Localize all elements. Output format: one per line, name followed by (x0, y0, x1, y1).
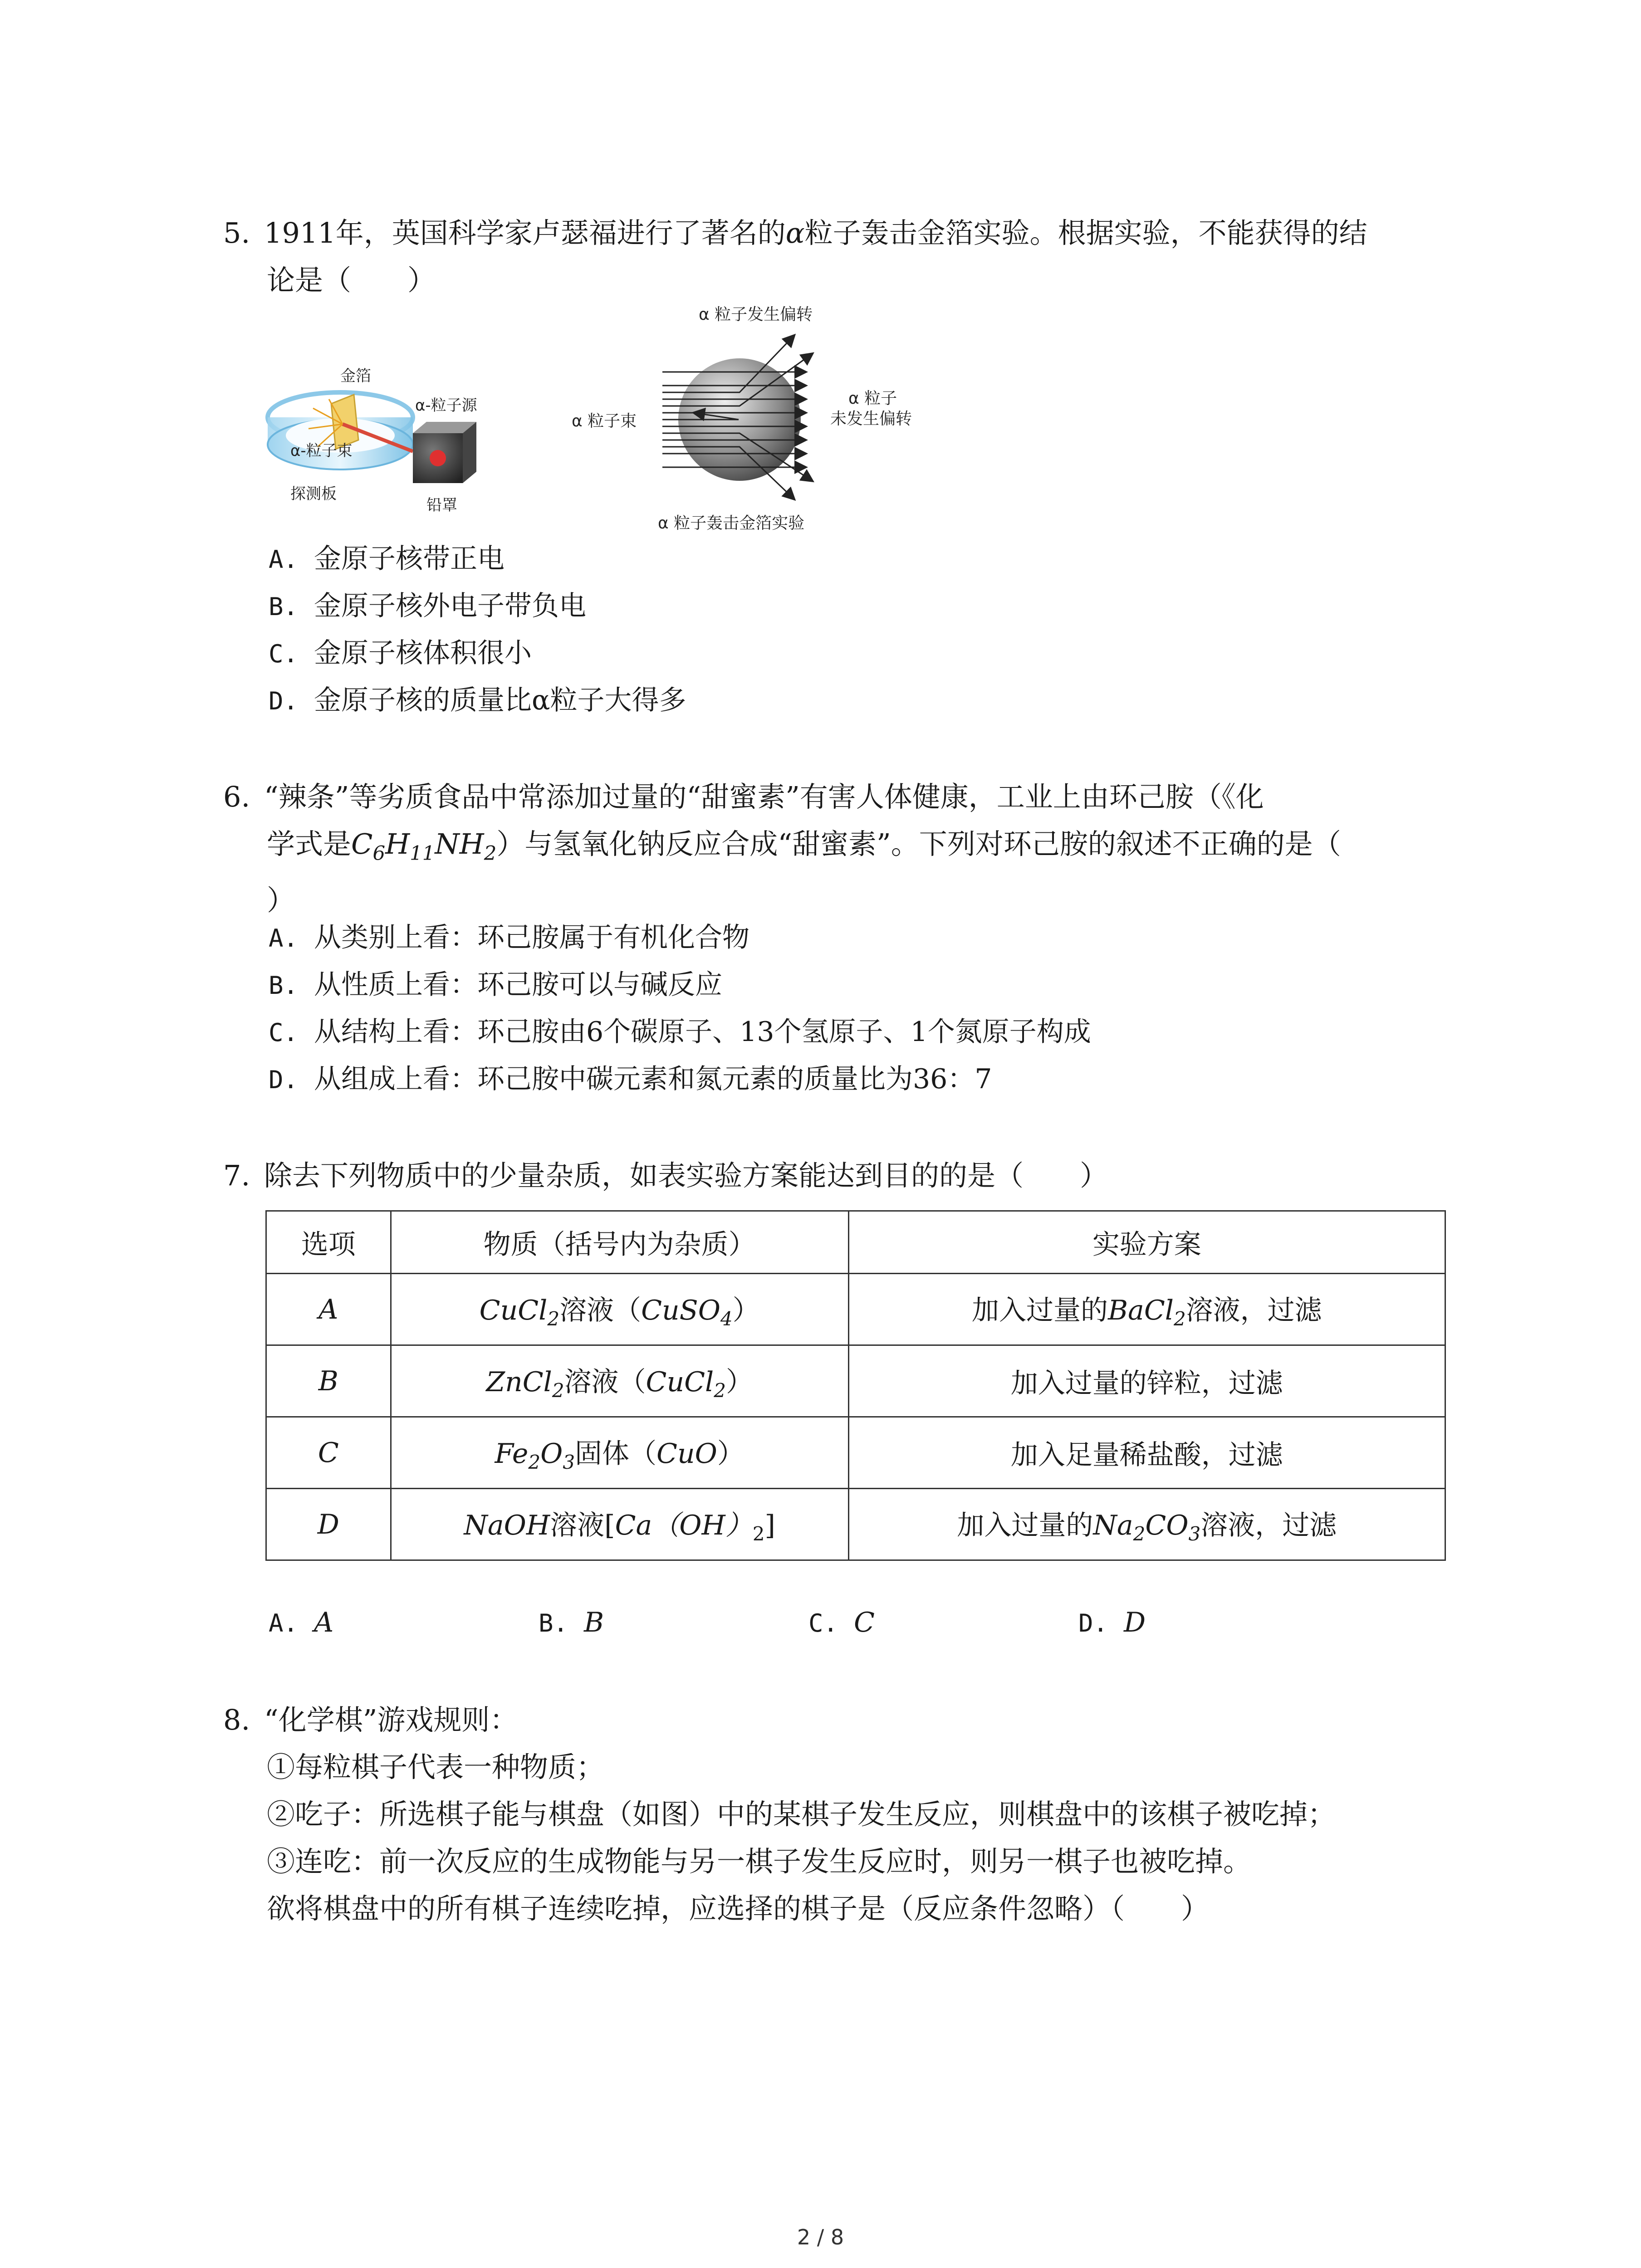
q5-option-d[interactable]: D. 金原子核的质量比α粒子大得多 (269, 684, 686, 716)
lead-box-label: 铅罩 (426, 496, 457, 514)
q6-option-b[interactable]: B. 从性质上看：环己胺可以与碱反应 (269, 969, 722, 1001)
table-header-row (266, 1211, 1445, 1274)
table-header: 实验方案 (848, 1211, 1445, 1274)
q7-option-c[interactable]: C. C (808, 1607, 875, 1638)
q6-option-d[interactable]: D. 从组成上看：环己胺中碳元素和氮元素的质量比为36：7 (269, 1063, 992, 1095)
q6-option-c[interactable]: C. 从结构上看：环己胺由6个碳原子、13个氢原子、1个氮原子构成 (269, 1016, 1091, 1048)
q6-option-a[interactable]: A. 从类别上看：环己胺属于有机化合物 (269, 922, 749, 953)
alpha-source-label: α-粒子源 (415, 396, 477, 415)
detector-label: 探测板 (290, 485, 337, 503)
question-number: 8. (223, 1703, 250, 1736)
question-number: 7. (223, 1159, 250, 1192)
question-number: 6. (223, 780, 250, 813)
deflected-label: α 粒子发生偏转 (699, 305, 813, 324)
table-row: D NaOH溶液$[Ca(OH)_2]$ 加入过量的$Na_2CO_3$溶液，过滤 (266, 1489, 1445, 1560)
q7-option-b[interactable]: B. B (539, 1607, 604, 1638)
gold-foil-apparatus-figure (263, 349, 517, 531)
question-6-stem: 6. “辣条”等劣质食品中常添加过量的“甜蜜素”有害人体健康，工业上由环己胺（《化 学式是$C_6H_{11}NH_2$）与氢氧化钠反应合成“甜蜜素”。下列对环己胺的叙述不正确的是（ ） (223, 773, 1448, 924)
alpha-beam-label: α-粒子束 (290, 442, 353, 460)
beam-label: α 粒子束 (572, 412, 637, 430)
question-8-stem: 8. “化学棋”游戏规则： ①每粒棋子代表一种物质； ②吃子：所选棋子能与棋盘（如图）中的某棋子发生反应，则棋盘中的该棋子被吃掉； ③连吃：前一次反应的生成物能与另一棋子发生反应时，则另一棋子也被吃掉。 欲将棋盘中的所有棋子连续吃掉，应选择的棋子是（反应条件忽略）（ ） (223, 1696, 1448, 1932)
table-header: 物质（括号内为杂质） (391, 1211, 848, 1274)
q7-option-a[interactable]: A. A (269, 1607, 334, 1638)
alpha-scattering-figure (558, 299, 957, 544)
question-5-stem: 5. 1911年，英国科学家卢瑟福进行了著名的α粒子轰击金箔实验。根据实验，不能获得的结 论是（ ） (223, 210, 1448, 304)
table-row: B ZnCl$_2$溶液（CuCl$_2$） 加入过量的锌粒，过滤 (266, 1345, 1445, 1417)
question-7-stem: 7. 除去下列物质中的少量杂质，如表实验方案能达到目的的是（ ） (223, 1152, 1448, 1199)
q7-option-d[interactable]: D. D (1078, 1607, 1146, 1638)
q5-option-c[interactable]: C. 金原子核体积很小 (269, 637, 532, 669)
q5-option-b[interactable]: B. 金原子核外电子带负电 (269, 590, 586, 622)
page-number: 2 / 8 (797, 2225, 844, 2249)
table-row: A CuCl$_2$溶液（CuSO$_4$） 加入过量的BaCl$_2$溶液，过滤 (266, 1274, 1445, 1345)
question-number: 5. (223, 216, 250, 249)
table-row: C $Fe_2O_3$固体（CuO） 加入足量稀盐酸，过滤 (266, 1417, 1445, 1489)
gold-foil-label: 金箔 (340, 367, 371, 385)
chemical-formula: $C_6H_{11}NH_2$ (351, 827, 497, 865)
not-deflected-label-2: 未发生偏转 (830, 410, 912, 428)
not-deflected-label-1: α 粒子 (848, 389, 897, 408)
table-header: 选项 (266, 1211, 391, 1274)
experiment-caption: α 粒子轰击金箔实验 (658, 514, 805, 533)
experiment-table (265, 1210, 1446, 1561)
q5-option-a[interactable]: A. 金原子核带正电 (269, 543, 505, 575)
